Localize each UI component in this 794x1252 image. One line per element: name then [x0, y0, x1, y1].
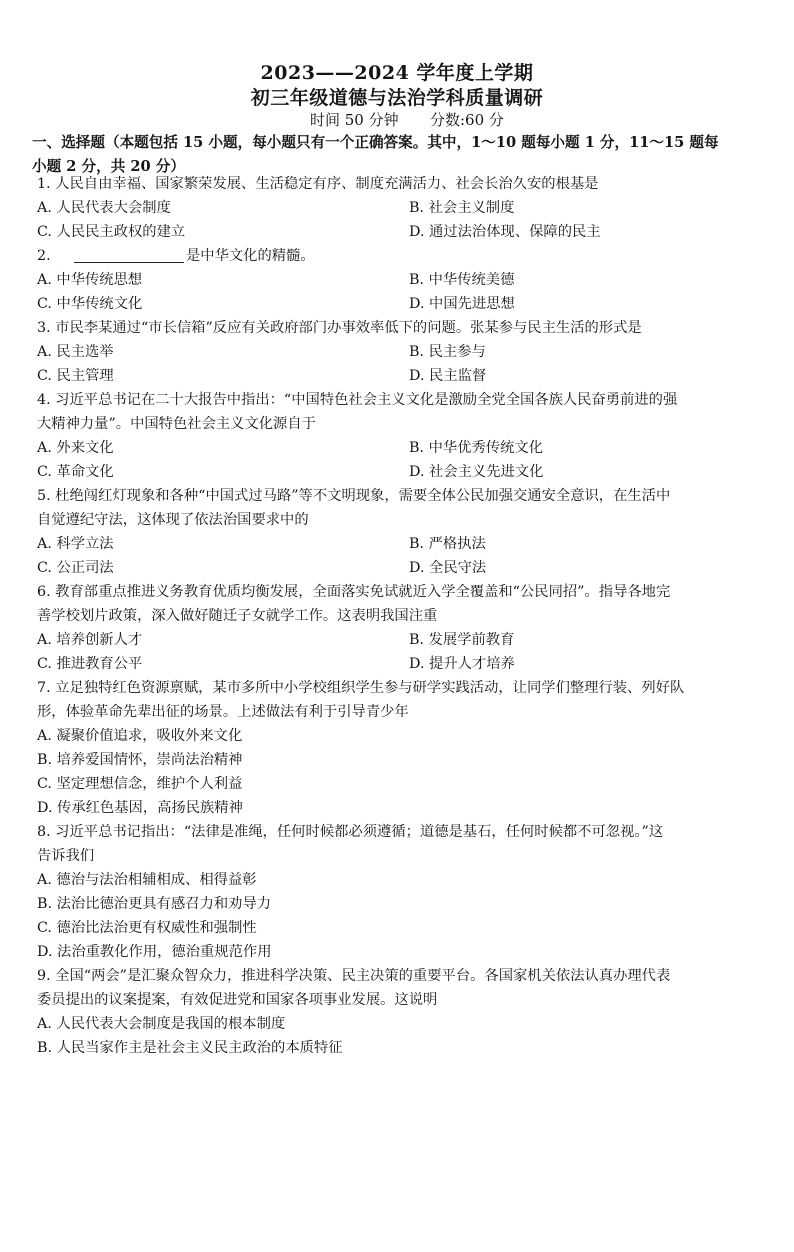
q1-option-d: D. 通过法治体现、保障的民主 [409, 224, 601, 240]
q1-option-a: A. 人民代表大会制度 [37, 200, 171, 216]
q3-option-c: C. 民主管理 [37, 368, 114, 384]
q4-option-a: A. 外来文化 [37, 440, 114, 456]
q8-stem-line1: 8. 习近平总书记指出：“法律是准绳，任何时候都必须遵循；道德是基石，任何时候都不可忽视。”这 [37, 824, 664, 840]
q6-option-b: B. 发展学前教育 [409, 632, 515, 648]
q3-option-b: B. 民主参与 [409, 344, 486, 360]
q9-option-a: A. 人民代表大会制度是我国的根本制度 [37, 1016, 286, 1032]
q2-option-a: A. 中华传统思想 [37, 272, 143, 288]
q5-stem-line1: 5. 杜绝闯红灯现象和各种“中国式过马路”等不文明现象，需要全体公民加强交通安全意识，在生活中 [37, 488, 671, 504]
q2-number: 2. [37, 248, 51, 264]
q3-option-a: A. 民主选举 [37, 344, 114, 360]
section-heading-line1: 一、选择题（本题包括 15 小题，每小题只有一个正确答案。其中，1～10 题每小题 1 分，11～15 题每 [32, 134, 719, 151]
q9-stem-line1: 9. 全国“两会”是汇聚众智众力，推进科学决策、民主决策的重要平台。各国家机关依法认真办理代表 [37, 968, 671, 984]
q2-blank [74, 262, 184, 263]
section-heading [32, 131, 772, 179]
q8-option-c: C. 德治比法治更有权威性和强制性 [37, 920, 257, 936]
exam-title: 2023——2024 学年度上学期 [260, 62, 534, 84]
q6-option-a: A. 培养创新人才 [37, 632, 143, 648]
q4-option-d: D. 社会主义先进文化 [409, 464, 544, 480]
q6-stem-line2: 善学校划片政策，深入做好随迁子女就学工作。这表明我国注重 [37, 608, 438, 624]
q2-option-b: B. 中华传统美德 [409, 272, 515, 288]
exam-score: 分数:60 分 [430, 111, 504, 129]
q6-option-d: D. 提升人才培养 [409, 656, 515, 672]
q8-stem-line2: 告诉我们 [37, 848, 95, 864]
q4-option-c: C. 革命文化 [37, 464, 114, 480]
q7-option-a: A. 凝聚价值追求，吸收外来文化 [37, 728, 243, 744]
q3-option-d: D. 民主监督 [409, 368, 487, 384]
q5-option-c: C. 公正司法 [37, 560, 114, 576]
q7-option-c: C. 坚定理想信念，维护个人利益 [37, 776, 243, 792]
q8-option-a: A. 德治与法治相辅相成、相得益彰 [37, 872, 257, 888]
q5-option-b: B. 严格执法 [409, 536, 486, 552]
q5-stem-line2: 自觉遵纪守法，这体现了依法治国要求中的 [37, 512, 309, 528]
q4-stem-line2: 大精神力量”。中国特色社会主义文化源自于 [37, 416, 316, 432]
q4-stem-line1: 4. 习近平总书记在二十大报告中指出：“中国特色社会主义文化是激励全党全国各族人民奋勇前进的强 [37, 392, 678, 408]
q5-option-d: D. 全民守法 [409, 560, 487, 576]
q8-option-b: B. 法治比德治更具有感召力和劝导力 [37, 896, 272, 912]
q1-option-b: B. 社会主义制度 [409, 200, 515, 216]
q9-stem-line2: 委员提出的议案提案，有效促进党和国家各项事业发展。这说明 [37, 992, 438, 1008]
q2-option-c: C. 中华传统文化 [37, 296, 143, 312]
q6-stem-line1: 6. 教育部重点推进义务教育优质均衡发展，全面落实免试就近入学全覆盖和“公民同招”。指导各地完 [37, 584, 671, 600]
q8-option-d: D. 法治重教化作用，德治重规范作用 [37, 944, 272, 960]
q1-option-c: C. 人民民主政权的建立 [37, 224, 186, 240]
q7-stem-line2: 形，体验革命先辈出征的场景。上述做法有利于引导青少年 [37, 704, 409, 720]
q1-stem: 1. 人民自由幸福、国家繁荣发展、生活稳定有序、制度充满活力、社会长治久安的根基是 [37, 176, 599, 192]
section-heading-line2: 小题 2 分，共 20 分） [32, 158, 185, 175]
exam-subtitle: 初三年级道德与法治学科质量调研 [250, 87, 544, 109]
q6-option-c: C. 推进教育公平 [37, 656, 143, 672]
q7-stem-line1: 7. 立足独特红色资源禀赋，某市多所中小学校组织学生参与研学实践活动，让同学们整理行装、列好队 [37, 680, 685, 696]
q2-stem: 是中华文化的精髓。 [186, 248, 315, 264]
q3-stem: 3. 市民李某通过“市长信箱”反应有关政府部门办事效率低下的问题。张某参与民主生活的形式是 [37, 320, 642, 336]
q5-option-a: A. 科学立法 [37, 536, 114, 552]
q7-option-b: B. 培养爱国情怀，崇尚法治精神 [37, 752, 243, 768]
q4-option-b: B. 中华优秀传统文化 [409, 440, 543, 456]
q9-option-b: B. 人民当家作主是社会主义民主政治的本质特征 [37, 1040, 343, 1056]
q7-option-d: D. 传承红色基因，高扬民族精神 [37, 800, 243, 816]
q2-option-d: D. 中国先进思想 [409, 296, 515, 312]
exam-time: 时间 50 分钟 [310, 111, 399, 129]
